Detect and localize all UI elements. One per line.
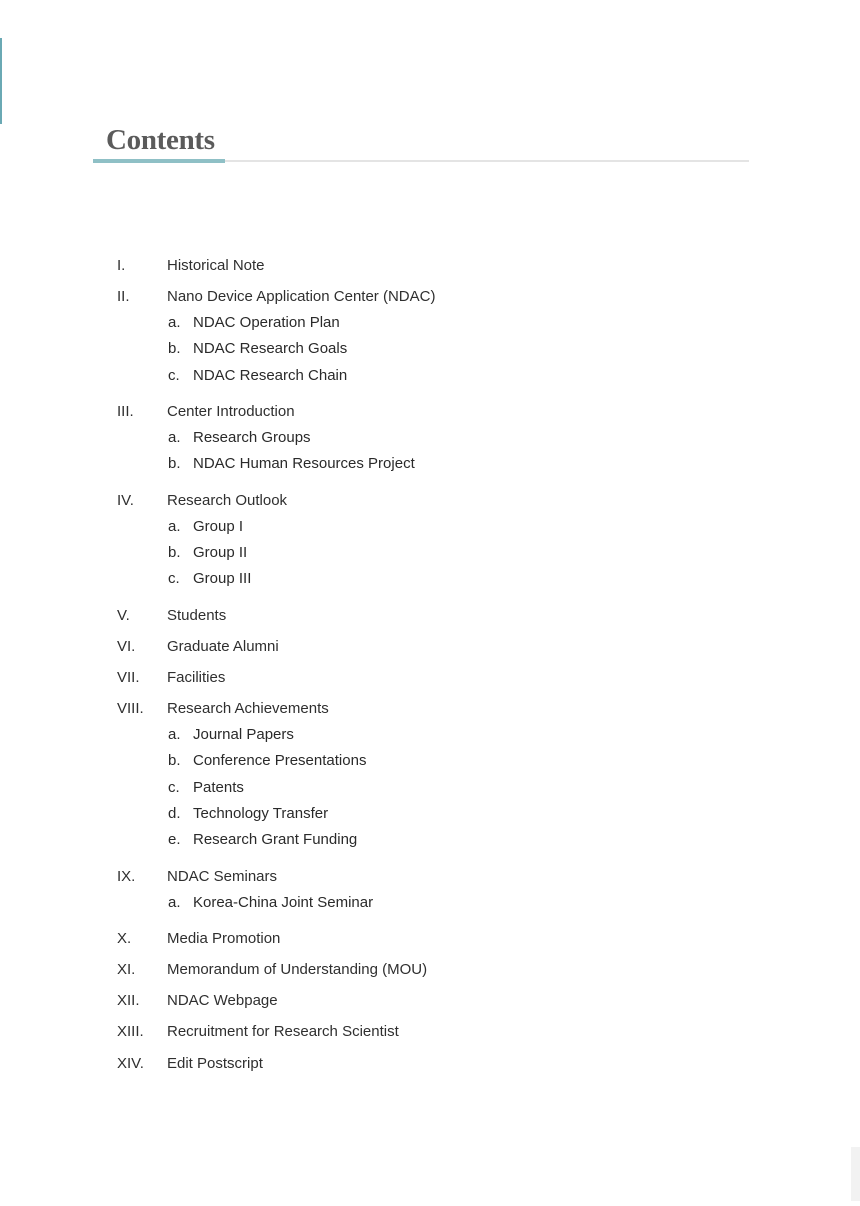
- toc-entry-heading: [117, 256, 757, 276]
- toc-entry-number: III.: [117, 403, 134, 421]
- toc-entry-title[interactable]: NDAC Seminars: [167, 867, 278, 885]
- contents-header: [93, 122, 749, 166]
- toc-entry-heading: [117, 668, 757, 688]
- toc-subentry[interactable]: [117, 725, 757, 751]
- toc-subentry-letter: a.: [168, 726, 181, 744]
- toc-subentry-title[interactable]: NDAC Human Resources Project: [193, 455, 415, 473]
- toc-subentry[interactable]: [117, 804, 757, 830]
- toc-subentry-letter: a.: [168, 314, 181, 332]
- toc-entry-number: XI.: [117, 961, 136, 979]
- toc-entry[interactable]: [117, 491, 757, 596]
- toc-entry-number: XIII.: [117, 1023, 144, 1041]
- toc-subentry-title[interactable]: Group II: [193, 543, 248, 561]
- toc-entry-heading: [117, 699, 757, 719]
- toc-subentry[interactable]: [117, 751, 757, 777]
- toc-entry-title[interactable]: Nano Device Application Center (NDAC): [167, 288, 436, 306]
- toc-subentry-title[interactable]: Research Groups: [193, 429, 311, 447]
- toc-subentry-list: [117, 725, 757, 856]
- toc-entry-heading: [117, 867, 757, 887]
- toc-subentry-title[interactable]: Korea-China Joint Seminar: [193, 893, 374, 911]
- toc-entry-heading: [117, 991, 757, 1011]
- toc-entry-heading: [117, 606, 757, 626]
- toc-entry[interactable]: [117, 867, 757, 919]
- toc-entry-number: VI.: [117, 637, 136, 655]
- toc-entry-title[interactable]: Research Outlook: [167, 491, 288, 509]
- toc-subentry-title[interactable]: NDAC Research Goals: [193, 340, 348, 358]
- toc-subentry-letter: a.: [168, 429, 181, 447]
- toc-subentry[interactable]: [117, 339, 757, 365]
- toc-entry-number: I.: [117, 257, 126, 274]
- toc-subentry-title[interactable]: Group III: [193, 570, 252, 588]
- toc-subentry[interactable]: [117, 543, 757, 569]
- toc-subentry[interactable]: [117, 893, 757, 919]
- toc-subentry-list: [117, 428, 757, 481]
- toc-subentry[interactable]: [117, 778, 757, 804]
- toc-entry-heading: [117, 287, 757, 307]
- toc-entry[interactable]: [117, 1054, 757, 1085]
- toc-subentry[interactable]: [117, 569, 757, 595]
- page-title: Contents: [106, 124, 215, 156]
- toc-subentry[interactable]: [117, 454, 757, 480]
- toc-entry-title[interactable]: Center Introduction: [167, 403, 295, 421]
- toc-entry-title[interactable]: Memorandum of Understanding (MOU): [167, 961, 428, 979]
- heading-accent-underline: [93, 159, 225, 163]
- toc-subentry-title[interactable]: Conference Presentations: [193, 752, 367, 770]
- toc-entry[interactable]: [117, 606, 757, 637]
- page-edge-marker: [0, 38, 2, 124]
- toc-entry-number: XIV.: [117, 1054, 144, 1072]
- toc-subentry-title[interactable]: Technology Transfer: [193, 805, 329, 823]
- toc-entry-heading: [117, 1022, 757, 1042]
- toc-entry-title[interactable]: Graduate Alumni: [167, 637, 279, 655]
- toc-entry[interactable]: [117, 256, 757, 287]
- toc-subentry-letter: b.: [168, 340, 181, 358]
- toc-entry-number: X.: [117, 929, 132, 947]
- toc-entry-number: VIII.: [117, 700, 144, 718]
- toc-subentry-letter: c.: [168, 778, 180, 796]
- toc-entry-title[interactable]: Research Achievements: [167, 700, 329, 718]
- toc-entry-number: V.: [117, 606, 130, 624]
- toc-subentry-letter: a.: [168, 517, 181, 535]
- toc-entry[interactable]: [117, 929, 757, 960]
- toc-entry-title[interactable]: Edit Postscript: [167, 1054, 263, 1072]
- toc-subentry-letter: c.: [168, 570, 180, 588]
- toc-entry-number: II.: [117, 288, 130, 306]
- toc-subentry-title[interactable]: NDAC Research Chain: [193, 366, 348, 384]
- toc-entry-title[interactable]: NDAC Webpage: [167, 992, 278, 1010]
- toc-entry[interactable]: [117, 991, 757, 1022]
- toc-subentry-letter: a.: [168, 893, 181, 911]
- toc-subentry-letter: e.: [168, 831, 181, 849]
- toc-subentry-title[interactable]: Patents: [193, 778, 244, 796]
- toc-entry-number: VII.: [117, 668, 140, 686]
- toc-subentry-title[interactable]: Journal Papers: [193, 726, 294, 744]
- toc-subentry-title[interactable]: Group I: [193, 517, 244, 535]
- toc-subentry-letter: b.: [168, 455, 181, 473]
- toc-subentry-title[interactable]: Research Grant Funding: [193, 831, 358, 849]
- toc-entry[interactable]: [117, 1022, 757, 1053]
- toc-subentry-letter: d.: [168, 805, 181, 823]
- toc-entry-title[interactable]: Facilities: [167, 668, 226, 686]
- toc-entry-heading: [117, 491, 757, 511]
- toc-entry-title[interactable]: Historical Note: [167, 257, 265, 274]
- toc-entry-heading: [117, 637, 757, 657]
- toc-subentry-list: [117, 313, 757, 392]
- toc-entry-number: XII.: [117, 992, 140, 1010]
- toc-subentry[interactable]: [117, 830, 757, 856]
- toc-subentry-list: [117, 517, 757, 596]
- toc-entry[interactable]: [117, 699, 757, 856]
- toc-subentry-list: [117, 893, 757, 919]
- toc-subentry[interactable]: [117, 517, 757, 543]
- toc-subentry[interactable]: [117, 428, 757, 454]
- toc-entry-number: IX.: [117, 867, 136, 885]
- toc-entry[interactable]: [117, 402, 757, 481]
- toc-entry-number: IV.: [117, 491, 134, 509]
- toc-subentry-letter: b.: [168, 752, 181, 770]
- toc-subentry[interactable]: [117, 366, 757, 392]
- toc-entry-heading: [117, 402, 757, 422]
- toc-entry-title[interactable]: Media Promotion: [167, 929, 281, 947]
- toc-entry-title[interactable]: Students: [167, 606, 227, 624]
- toc-entry[interactable]: [117, 960, 757, 991]
- toc-subentry-title[interactable]: NDAC Operation Plan: [193, 314, 340, 332]
- toc-entry[interactable]: [117, 668, 757, 699]
- toc-entry-title[interactable]: Recruitment for Research Scientist: [167, 1023, 399, 1041]
- toc-subentry-letter: b.: [168, 543, 181, 561]
- table-of-contents: [117, 256, 757, 1085]
- toc-entry[interactable]: [117, 287, 757, 392]
- toc-subentry-letter: c.: [168, 366, 180, 384]
- toc-entry[interactable]: [117, 637, 757, 668]
- toc-entry-heading: [117, 960, 757, 980]
- toc-entry-heading: [117, 1054, 757, 1074]
- page-corner-tab: [851, 1147, 860, 1201]
- toc-subentry[interactable]: [117, 313, 757, 339]
- toc-entry-heading: [117, 929, 757, 949]
